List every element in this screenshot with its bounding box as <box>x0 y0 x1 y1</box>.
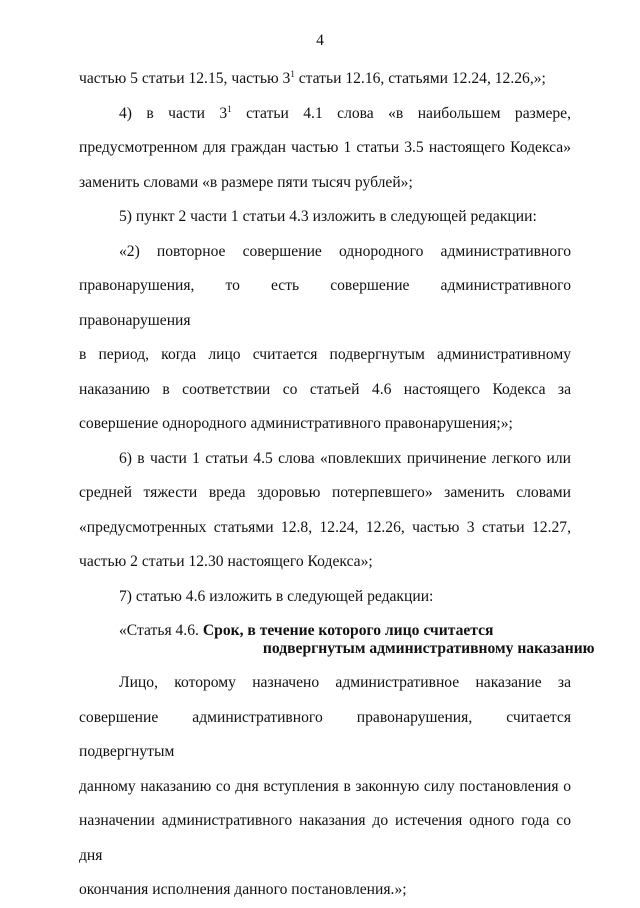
document-body <box>79 62 595 908</box>
page-number: 4 <box>316 32 324 49</box>
text-line: совершение административного правонарушения, считается подвергнутым <box>79 708 571 760</box>
text-line: наказанию в соответствии со статьей 4.6 настоящего Кодекса за <box>79 380 571 398</box>
text-line: частью 5 статьи 12.15, частью $3^1$ статьи 12.16, статьями 12.24, 12.26,»; <box>79 69 546 87</box>
text-line: окончания исполнения данного постановления.»; <box>79 881 407 898</box>
text-line: правонарушения, то есть совершение административного правонарушения <box>79 277 571 329</box>
text-line: средней тяжести вреда здоровью потерпевшего» заменить словами <box>79 484 571 501</box>
article-title-line: подвергнутым административному наказанию <box>262 639 595 657</box>
article-title <box>199 622 595 657</box>
text-line: заменить словами «в размере пяти тысяч рублей»; <box>79 173 413 191</box>
article-number: «Статья 4.6. <box>119 622 199 639</box>
text-line: данному наказанию со дня вступления в законную силу постановления о <box>79 777 571 795</box>
text-line: назначении административного наказания до истечения одного года со дня <box>79 812 571 864</box>
text-line: 7) статью 4.6 изложить в следующей редакции: <box>119 587 434 605</box>
article-heading <box>79 614 595 666</box>
text-line: предусмотренном для граждан частью 1 статьи 3.5 настоящего Кодекса» <box>79 139 571 156</box>
text-line: Лицо, которому назначено административное наказание за <box>119 674 571 691</box>
text-line: в период, когда лицо считается подвергнутым административному <box>79 346 571 363</box>
text-line: 4) в части $3^1$ статьи 4.1 слова «в наибольшем размере, <box>119 103 571 122</box>
text-line: совершение однородного административного правонарушения;»; <box>79 415 513 432</box>
article-title-line: Срок, в течение которого лицо считается <box>202 622 494 639</box>
text-line: 5) пункт 2 части 1 статьи 4.3 изложить в следующей редакции: <box>119 208 537 225</box>
text-line: 6) в части 1 статьи 4.5 слова «повлекших причинение легкого или <box>119 449 571 467</box>
text-line: частью 2 статьи 12.30 настоящего Кодекса»; <box>79 553 373 570</box>
text-line: «2) повторное совершение однородного административного <box>119 242 571 260</box>
text-line: «предусмотренных статьями 12.8, 12.24, 12.26, частью 3 статьи 12.27, <box>79 518 571 536</box>
